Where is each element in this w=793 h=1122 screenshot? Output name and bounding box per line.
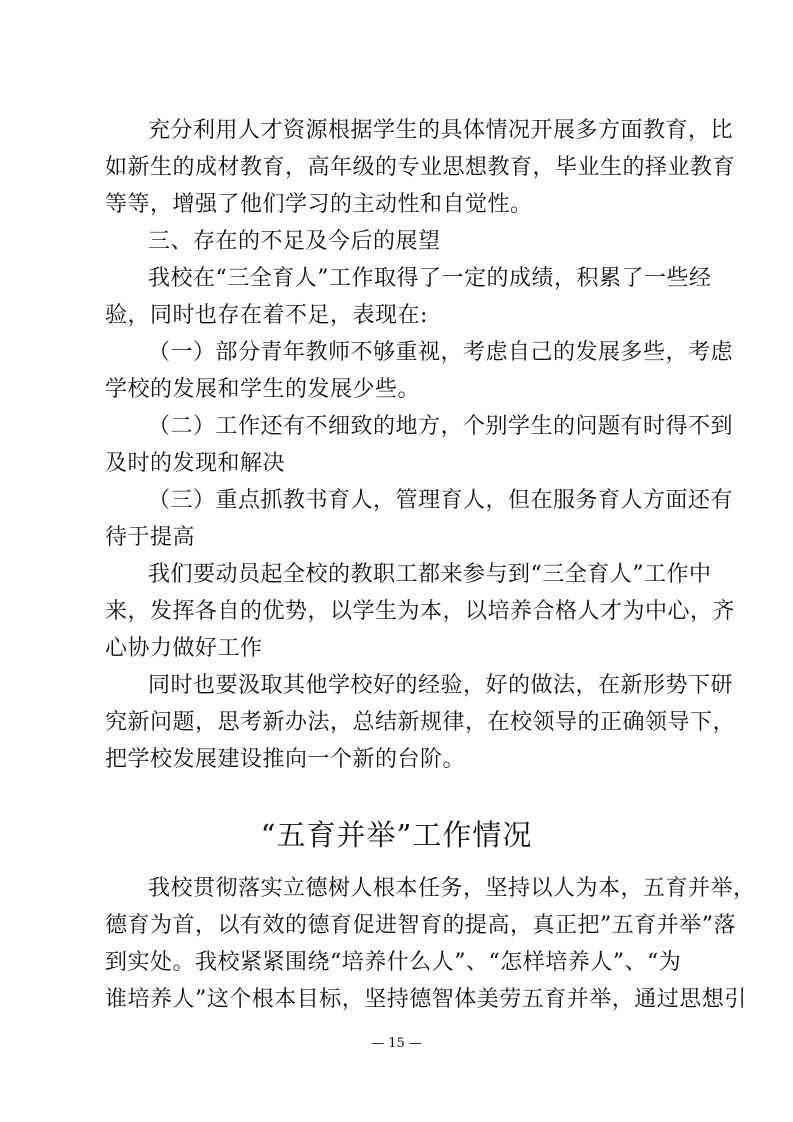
paragraph-line: 如新生的成材教育，高年级的专业思想教育，毕业生的择业教育	[105, 155, 736, 180]
list-item-line: 待于提高	[105, 525, 196, 550]
list-item-line: （一）部分青年教师不够重视，考虑自己的发展多些，考虑	[148, 340, 734, 365]
paragraph-line: 来，发挥各自的优势，以学生为本，以培养合格人才为中心，齐	[105, 599, 736, 624]
section-title: “五育并举”工作情况	[260, 818, 533, 852]
paragraph-line: 验，同时也存在着不足，表现在:	[105, 303, 428, 328]
list-item-line: （三）重点抓教书育人，管理育人，但在服务育人方面还有	[148, 488, 734, 513]
paragraph-line: 我校贯彻落实立德树人根本任务，坚持以人为本，五育并举，	[148, 876, 756, 901]
paragraph-line: 到实处。我校紧紧围绕“培养什么人”、“怎样培养人”、“为	[105, 950, 682, 975]
paragraph-line: 德育为首，以有效的德育促进智育的提高，真正把”五育并举”落	[105, 913, 736, 938]
paragraph-line: 等等，增强了他们学习的主动性和自觉性。	[105, 192, 533, 217]
section-heading: 三、存在的不足及今后的展望	[148, 229, 441, 254]
list-item-line: 及时的发现和解决	[105, 451, 286, 476]
paragraph-line: 同时也要汲取其他学校好的经验，好的做法，在新形势下研	[148, 673, 734, 698]
paragraph-line: 把学校发展建设推向一个新的台阶。	[105, 747, 466, 772]
list-item-line: 学校的发展和学生的发展少些。	[105, 377, 421, 402]
paragraph-line: 心协力做好工作	[105, 636, 263, 661]
page-number: — 15 —	[371, 1036, 422, 1051]
list-item-line: （二）工作还有不细致的地方，个别学生的问题有时得不到	[148, 414, 734, 439]
paragraph-line: 充分利用人才资源根据学生的具体情况开展多方面教育，比	[148, 118, 734, 143]
paragraph-line: 我们要动员起全校的教职工都来参与到“三全育人”工作中	[148, 562, 712, 587]
paragraph-line: 谁培养人”这个根本目标，坚持德智体美劳五育并举，通过思想引	[105, 987, 747, 1012]
paragraph-line: 究新问题，思考新办法，总结新规律，在校领导的正确领导下，	[105, 710, 736, 735]
paragraph-line: 我校在“三全育人”工作取得了一定的成绩，积累了一些经	[148, 266, 712, 291]
